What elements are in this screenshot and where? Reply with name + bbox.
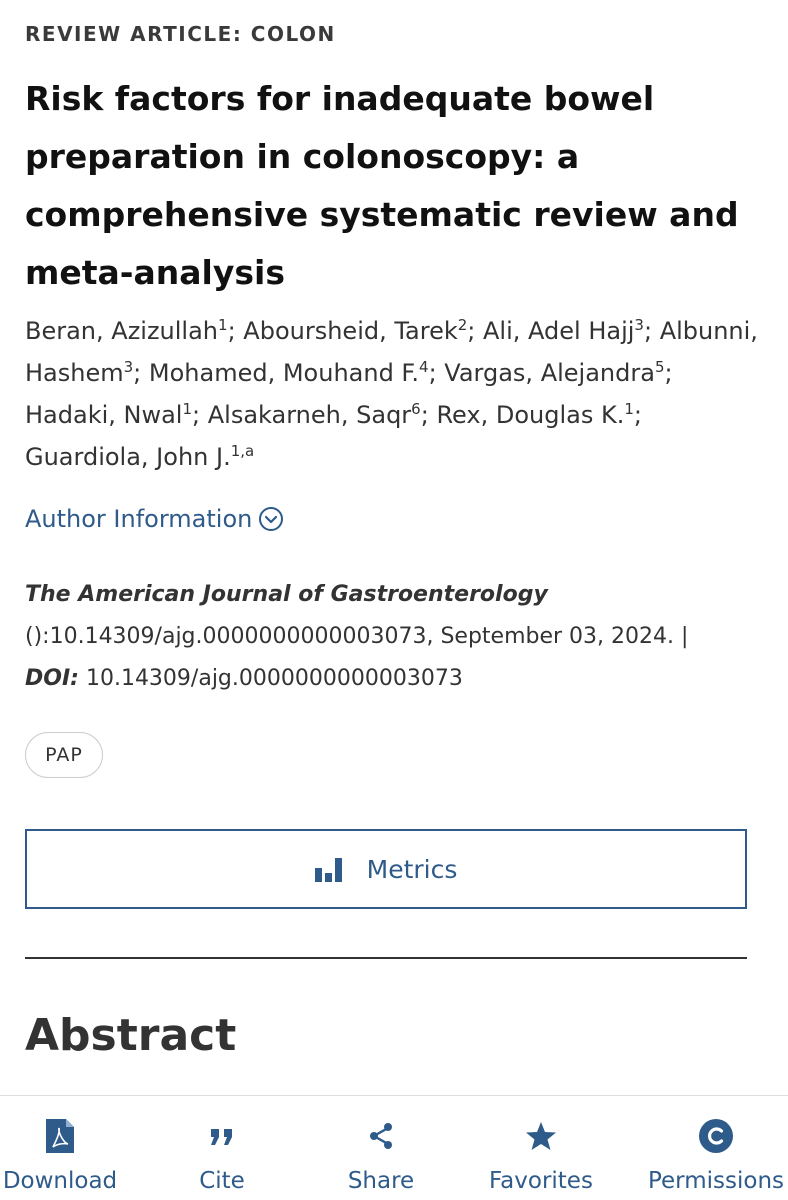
- citation-line: ():10.14309/ajg.0000000000003073, September 03, 2024. |: [25, 624, 689, 649]
- bar-chart-icon: [315, 856, 345, 882]
- share-icon: [367, 1122, 395, 1150]
- author-name[interactable]: Albunni, Hashem: [25, 317, 758, 387]
- divider: [25, 957, 747, 959]
- quote-icon: [209, 1125, 235, 1147]
- cite-button[interactable]: [142, 1096, 302, 1200]
- copyright-icon: [698, 1118, 734, 1154]
- author-affiliation: 1: [182, 400, 193, 418]
- author-name[interactable]: Guardiola, John J.: [25, 443, 231, 471]
- author-affiliation: 3: [123, 358, 134, 376]
- abstract-heading: Abstract: [25, 1010, 237, 1061]
- author-name[interactable]: Hadaki, Nwal: [25, 401, 183, 429]
- metrics-button[interactable]: [25, 829, 747, 909]
- pdf-icon: [46, 1119, 74, 1153]
- pap-badge: PAP: [25, 732, 103, 778]
- author-name[interactable]: Beran, Azizullah: [25, 317, 219, 345]
- chevron-down-circle-icon: [258, 506, 284, 532]
- download-label: Download: [2, 1168, 118, 1194]
- author-affiliation: 2: [457, 316, 468, 334]
- doi-label: DOI:: [25, 666, 79, 691]
- author-name[interactable]: Rex, Douglas K.: [436, 401, 625, 429]
- author-affiliation: 1: [218, 316, 228, 334]
- author-name[interactable]: Ali, Adel Hajj: [483, 317, 635, 345]
- share-button[interactable]: [301, 1096, 461, 1200]
- download-button[interactable]: [0, 1096, 140, 1200]
- author-name[interactable]: Vargas, Alejandra: [444, 359, 655, 387]
- author-affiliation: 6: [411, 400, 421, 418]
- star-icon: [525, 1121, 557, 1151]
- section-label: REVIEW ARTICLE: COLON: [25, 22, 336, 46]
- author-name[interactable]: Alsakarneh, Saqr: [207, 401, 412, 429]
- citation-block: [25, 574, 775, 700]
- permissions-button[interactable]: [636, 1096, 788, 1200]
- cite-label: Cite: [199, 1168, 245, 1194]
- author-affiliation: 4: [419, 358, 429, 376]
- author-name[interactable]: Aboursheid, Tarek: [243, 317, 458, 345]
- author-affiliation: 1,a: [230, 442, 255, 460]
- author-information-toggle[interactable]: [25, 505, 284, 533]
- share-label: Share: [347, 1168, 415, 1194]
- author-affiliation: 5: [654, 358, 665, 376]
- favorites-label: Favorites: [489, 1168, 593, 1194]
- article-title: Risk factors for inadequate bowel preparation in colonoscopy: a comprehensive systematic review and meta-analysis: [25, 79, 739, 292]
- author-name[interactable]: Mohamed, Mouhand F.: [148, 359, 420, 387]
- favorites-button[interactable]: [461, 1096, 621, 1200]
- metrics-label: Metrics: [366, 854, 458, 884]
- author-affiliation: 3: [634, 316, 644, 334]
- author-information-label: Author Information: [25, 505, 253, 533]
- journal-name: The American Journal of Gastroenterology: [25, 582, 548, 607]
- bottom-action-bar: [0, 1095, 788, 1200]
- author-list: Beran, Azizullah$^1$; Aboursheid, Tarek$^2$; Ali, Adel Hajj$^3$; Albunni, Hashem$^3$; Mohamed, Mouhand F.$^4$; Vargas, Alejandra$^5$; Hadaki, Nwal$^1$; Alsakarneh, Saqr$^6$; Rex, Douglas K.$^1$; Guardiola, John J.$^{1,a}$: [25, 316, 758, 471]
- doi-value[interactable]: 10.14309/ajg.0000000000003073: [85, 666, 463, 691]
- author-affiliation: 1: [624, 400, 634, 418]
- permissions-label: Permissions: [647, 1168, 785, 1194]
